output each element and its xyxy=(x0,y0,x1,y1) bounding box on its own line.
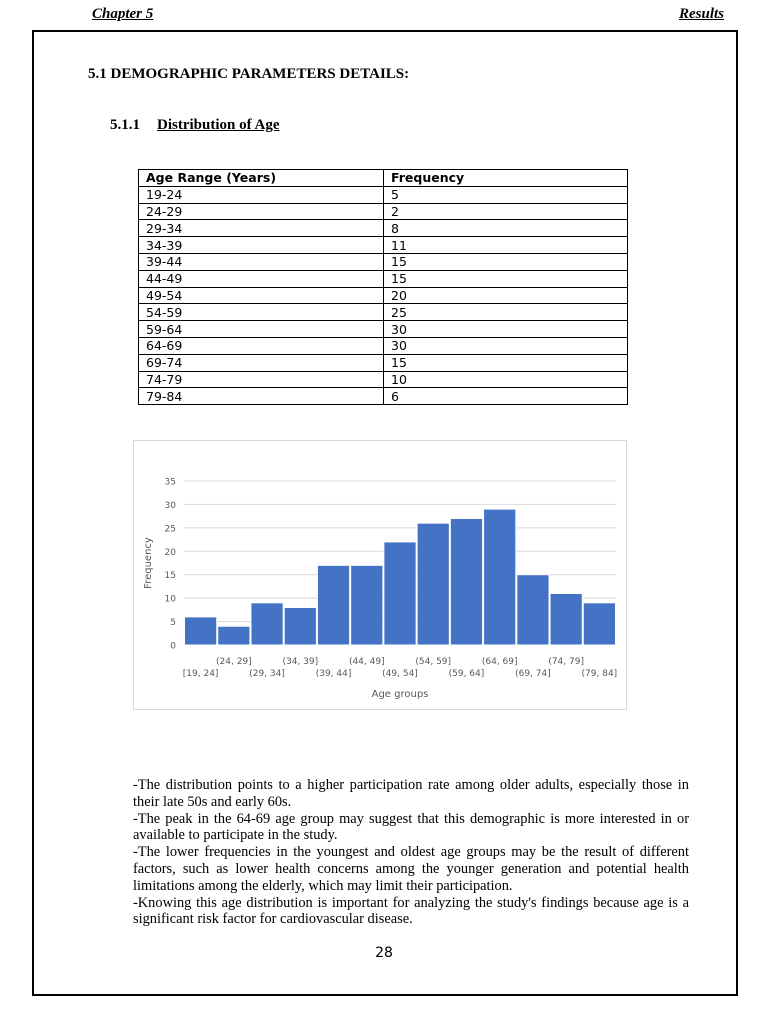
cell-frequency: 15 xyxy=(384,253,628,270)
histogram-bar xyxy=(417,523,449,645)
x-tick-label: (44, 49] xyxy=(348,657,385,667)
cell-frequency: 10 xyxy=(384,371,628,388)
y-tick-label: 30 xyxy=(164,500,176,511)
x-tick-label: (79, 84] xyxy=(581,669,618,679)
x-tick-label: (39, 44] xyxy=(315,669,352,679)
paragraph: -The distribution points to a higher participation rate among older adults, especially those in their late 50s and early 60s. xyxy=(133,777,689,810)
histogram-bar xyxy=(185,617,217,645)
cell-age-range: 69-74 xyxy=(139,354,384,371)
histogram-svg xyxy=(134,441,626,709)
discussion-paragraphs xyxy=(133,777,689,928)
x-tick-label: (69, 74] xyxy=(515,669,551,679)
age-histogram-chart xyxy=(133,440,627,710)
histogram-bar xyxy=(284,608,316,645)
histogram-bar xyxy=(317,565,349,645)
cell-frequency: 20 xyxy=(384,287,628,304)
cell-frequency: 25 xyxy=(384,304,628,321)
y-tick-label: 5 xyxy=(170,618,176,629)
cell-frequency: 11 xyxy=(384,237,628,254)
y-axis-label: Frequency xyxy=(143,537,154,589)
paragraph: -Knowing this age distribution is important for analyzing the study's findings because age is a significant risk factor for cardiovascular disease. xyxy=(133,894,689,928)
cell-age-range: 64-69 xyxy=(139,337,384,354)
y-tick-label: 35 xyxy=(164,477,176,488)
column-header-age-range: Age Range (Years) xyxy=(139,170,384,187)
cell-age-range: 49-54 xyxy=(139,287,384,304)
cell-frequency: 30 xyxy=(384,321,628,338)
cell-frequency: 30 xyxy=(384,337,628,354)
cell-age-range: 59-64 xyxy=(139,321,384,338)
cell-age-range: 54-59 xyxy=(139,304,384,321)
paragraph: -The peak in the 64-69 age group may suggest that this demographic is more interested in or available to participate in the study. xyxy=(133,810,689,844)
subsection-heading xyxy=(110,117,280,134)
paragraph: -The lower frequencies in the youngest and oldest age groups may be the result of different factors, such as lower health concerns among the younger generation and potential health limitations among the elderly, which may limit their participation. xyxy=(133,844,689,894)
cell-age-range: 74-79 xyxy=(139,371,384,388)
cell-age-range: 24-29 xyxy=(139,203,384,220)
x-tick-label: [19, 24] xyxy=(182,669,219,679)
x-tick-label: (54, 59] xyxy=(415,657,452,667)
cell-age-range: 19-24 xyxy=(139,186,384,203)
cell-frequency: 8 xyxy=(384,220,628,237)
table-row xyxy=(139,371,628,388)
cell-frequency: 6 xyxy=(384,388,628,405)
y-tick-label: 25 xyxy=(164,524,176,535)
table-header-row xyxy=(139,170,628,187)
x-tick-label: (74, 79] xyxy=(548,657,584,667)
cell-age-range: 29-34 xyxy=(139,220,384,237)
x-tick-label: (49, 54] xyxy=(382,669,418,679)
table-row xyxy=(139,237,628,254)
y-tick-label: 20 xyxy=(164,547,176,558)
histogram-bar xyxy=(450,518,482,645)
histogram-bar xyxy=(351,565,383,645)
age-frequency-table xyxy=(138,169,628,405)
histogram-bar xyxy=(218,626,250,645)
x-axis-label: Age groups xyxy=(371,689,429,700)
table-row xyxy=(139,253,628,270)
cell-age-range: 34-39 xyxy=(139,237,384,254)
table-row xyxy=(139,220,628,237)
table-row xyxy=(139,287,628,304)
subsection-number: 5.1.1 xyxy=(110,117,140,133)
column-header-frequency: Frequency xyxy=(384,170,628,187)
table-row xyxy=(139,304,628,321)
table-row xyxy=(139,354,628,371)
histogram-bar xyxy=(550,593,582,645)
histogram-bar xyxy=(251,603,283,645)
x-tick-label: (24, 29] xyxy=(216,657,252,667)
histogram-bar xyxy=(384,542,416,645)
section-title: 5.1 DEMOGRAPHIC PARAMETERS DETAILS: xyxy=(88,66,410,82)
cell-age-range: 79-84 xyxy=(139,388,384,405)
table-row xyxy=(139,203,628,220)
table-row xyxy=(139,270,628,287)
cell-frequency: 15 xyxy=(384,270,628,287)
x-tick-label: (29, 34] xyxy=(249,669,285,679)
header-chapter: Chapter 5 xyxy=(92,6,154,22)
y-tick-label: 10 xyxy=(164,594,176,605)
cell-age-range: 39-44 xyxy=(139,253,384,270)
table-row xyxy=(139,337,628,354)
histogram-bar xyxy=(583,603,615,645)
x-tick-label: (64, 69] xyxy=(481,657,518,667)
table-row xyxy=(139,321,628,338)
cell-frequency: 2 xyxy=(384,203,628,220)
header-results: Results xyxy=(678,6,724,22)
histogram-bar xyxy=(484,509,516,645)
histogram-bar xyxy=(517,575,549,645)
y-tick-label: 15 xyxy=(164,571,176,582)
x-tick-label: (59, 64] xyxy=(448,669,485,679)
table-body xyxy=(139,186,628,404)
cell-frequency: 15 xyxy=(384,354,628,371)
subsection-title: Distribution of Age xyxy=(157,117,280,133)
x-tick-label: (34, 39] xyxy=(282,657,319,667)
cell-age-range: 44-49 xyxy=(139,270,384,287)
cell-frequency: 5 xyxy=(384,186,628,203)
y-tick-label: 0 xyxy=(170,641,176,652)
table-row xyxy=(139,388,628,405)
page-number: 28 xyxy=(375,945,393,961)
table-row xyxy=(139,186,628,203)
